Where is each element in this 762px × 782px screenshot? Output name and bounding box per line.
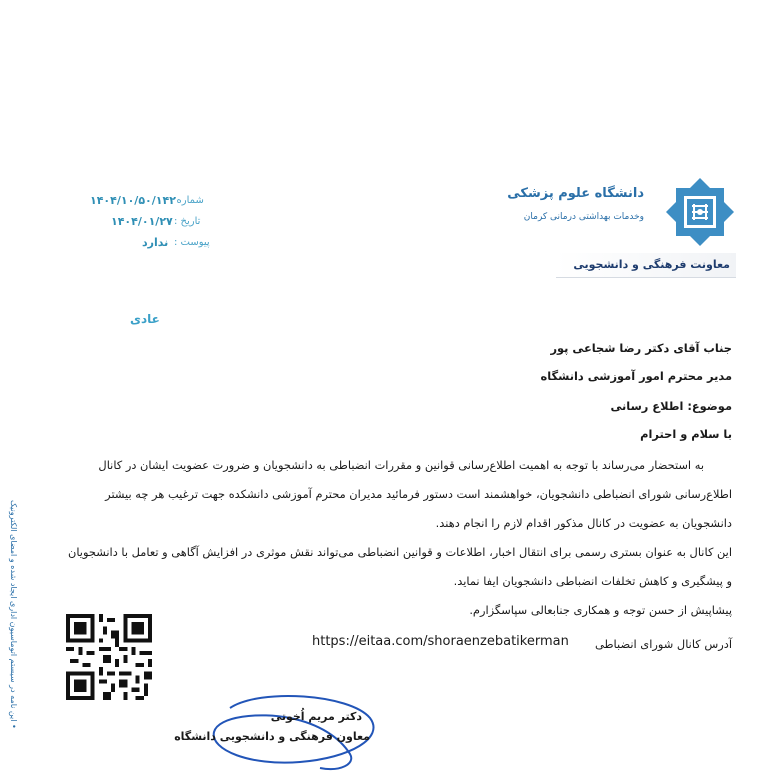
department-name: معاونت فرهنگی و دانشجویی	[573, 258, 730, 271]
attachment-label: پیوست :	[174, 237, 210, 248]
body-line: به استحضار می‌رساند با توجه به اهمیت اطلاع‌رسانی قوانین و مقررات انضباطی به دانشجویان و ضرورت عضویت ایشان در کانال	[98, 458, 704, 472]
number-label: شماره :	[170, 195, 204, 206]
university-subtitle: وخدمات بهداشتی درمانی کرمان	[523, 212, 644, 222]
signatory-name: دکتر مریم اُخوتی	[270, 710, 362, 723]
channel-label: آدرس کانال شورای انضباطی	[594, 637, 732, 651]
date-value: ۱۴۰۴/۰۱/۲۷	[111, 215, 173, 228]
priority-label: عادی	[130, 312, 160, 326]
recipient-title: مدیر محترم امور آموزشی دانشگاه	[540, 369, 732, 383]
channel-link[interactable]: https://eitaa.com/shoraenzebatikerman	[312, 634, 569, 649]
side-note	[4, 500, 20, 770]
greeting: با سلام و احترام	[640, 427, 732, 441]
body-line: و پیشگیری و کاهش تخلفات انضباطی دانشجویان ایفا نماید.	[453, 574, 732, 588]
side-note-text: • این نامه در سیستم اتوماسیون اداری ایجاد شده و امضای الکترونیک	[9, 500, 18, 729]
subject: موضوع: اطلاع رسانی	[610, 399, 732, 413]
date-label: تاریخ :	[174, 216, 201, 227]
recipient: جناب آقای دکتر رضا شجاعی پور	[550, 341, 732, 355]
body-line: دانشجویان به عضویت در کانال مذکور اقدام لازم را انجام دهند.	[435, 516, 732, 530]
signatory-title: معاون فرهنگی و دانشجویی دانشگاه	[174, 730, 370, 743]
body-line: این کانال به عنوان بستری رسمی برای انتقال اخبار، اطلاعات و قوانین انضباطی می‌تواند نقش موثری در افزایش آگاهی و تعامل با دانشجویان	[67, 545, 732, 559]
body-line: پیشاپیش از حسن توجه و همکاری جنابعالی سپاسگزارم.	[469, 603, 732, 617]
qr-code-icon	[66, 614, 152, 700]
university-name: دانشگاه علوم پزشکی	[507, 186, 644, 201]
university-logo-icon	[664, 176, 736, 248]
body-line: اطلاع‌رسانی شورای انضباطی دانشجویان، خواهشمند است دستور فرمائید مدیران محترم آموزشی دانشکده جهت ترغیب هر چه بیشتر	[105, 487, 732, 501]
attachment-value: ندارد	[142, 236, 169, 249]
number-value: ۱۴۰۴/۱۰/۵۰/۱۴۲	[90, 194, 176, 207]
